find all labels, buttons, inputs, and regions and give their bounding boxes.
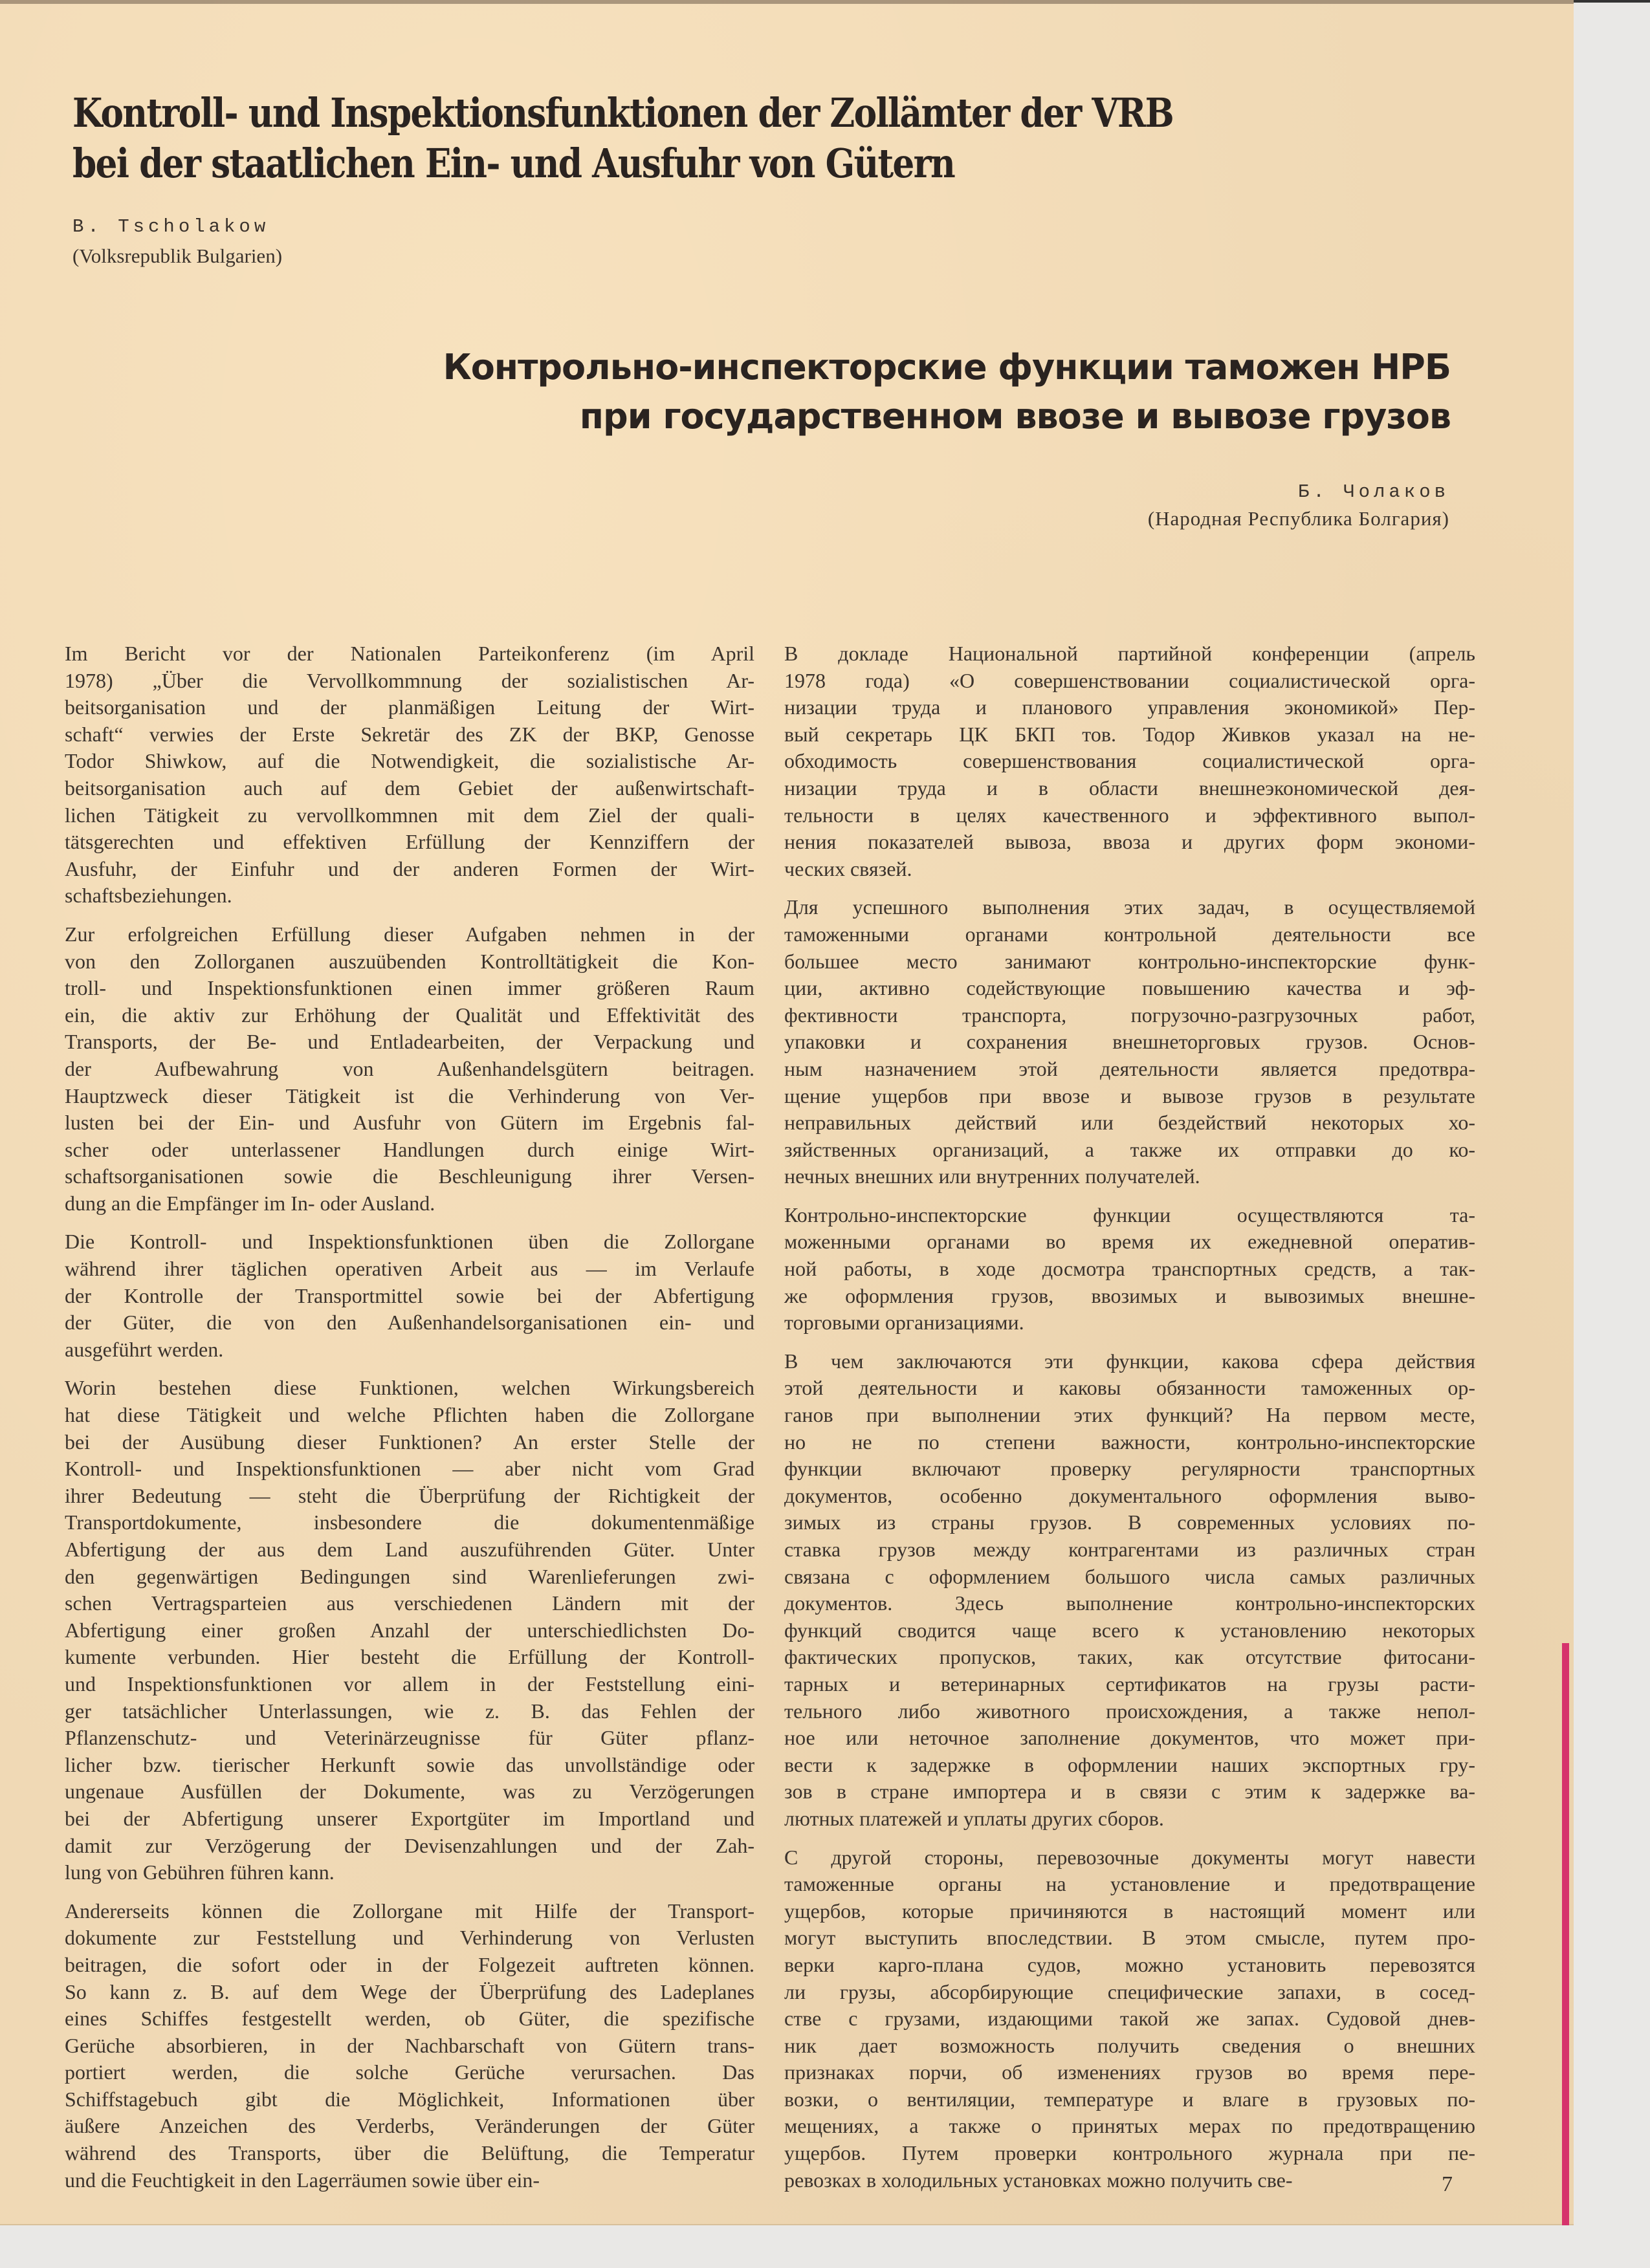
paragraph xyxy=(784,1348,1475,1833)
text-line: моженными органами во время их ежедневной оператив- xyxy=(784,1230,1475,1254)
text-line: большее место занимают контрольно-инспекторские функ- xyxy=(784,949,1475,973)
text-line: нения показателей вывоза, ввоза и других форм экономи- xyxy=(784,830,1475,854)
text-line: щение ущербов при ввозе и вывозе грузов в результате xyxy=(784,1084,1475,1107)
russian-country: (Народная Республика Болгария) xyxy=(1147,507,1449,530)
paragraph xyxy=(784,1844,1475,2194)
text-line: und die Feuchtigkeit in den Lagerräumen sowie über ein- xyxy=(65,2168,540,2192)
paragraph xyxy=(784,640,1475,882)
text-line: lusten bei der Ein- und Ausfuhr von Gütern im Ergebnis fal- xyxy=(65,1111,754,1135)
text-line: Todor Shiwkow, auf die Notwendigkeit, die sozialistische Ar- xyxy=(65,749,754,773)
text-line: tätsgerechten und effektiven Erfüllung der Kennziffern der xyxy=(65,830,754,854)
russian-title xyxy=(443,343,1451,441)
text-line: ein, die aktiv zur Erhöhung der Qualität und Effektivität des xyxy=(65,1003,754,1027)
text-line: beitsorganisation auch auf dem Gebiet der außenwirtschaft- xyxy=(65,776,754,800)
text-line: могут выступить впоследствии. В этом смысле, путем про- xyxy=(784,1926,1475,1950)
text-line: der Kontrolle der Transportmittel sowie bei der Abfertigung xyxy=(65,1283,754,1307)
text-line: Hauptzweck dieser Tätigkeit ist die Verhinderung von Ver- xyxy=(65,1084,754,1107)
text-line: schaft“ verwies der Erste Sekretär des ZK der BKP, Genosse xyxy=(65,722,754,746)
text-line: 1978 года) «О совершенствовании социалистической орга- xyxy=(784,668,1475,692)
text-line: troll- und Inspektionsfunktionen einen immer größeren Raum xyxy=(65,976,754,1000)
text-line: scher oder unterlassener Handlungen durch einige Wirt- xyxy=(65,1137,754,1161)
text-line: bei der Abfertigung unserer Exportgüter im Importland und xyxy=(65,1806,754,1830)
text-line: вый секретарь ЦК БКП тов. Тодор Живков указал на не- xyxy=(784,722,1475,746)
text-line: ческих связей. xyxy=(784,856,912,880)
text-line: portiert werden, die solche Gerüche verursachen. Das xyxy=(65,2060,754,2084)
text-line: dokumente zur Feststellung und Verhinderung von Verlusten xyxy=(65,1926,754,1950)
text-line: этой деятельности и каковы обязанности таможенных ор- xyxy=(784,1376,1475,1400)
text-line: Die Kontroll- und Inspektionsfunktionen üben die Zollorgane xyxy=(65,1230,754,1254)
text-line: Для успешного выполнения этих задач, в осуществляемой xyxy=(784,895,1475,919)
text-line: der Güter, die von den Außenhandelsorganisationen ein- und xyxy=(65,1311,754,1335)
text-line: ger tatsächlicher Unterlassungen, wie z. B. das Fehlen der xyxy=(65,1699,754,1723)
text-line: нечных внешних или внутренних получателей. xyxy=(784,1164,1200,1188)
text-line: лютных платежей и уплаты других сборов. xyxy=(784,1806,1164,1830)
text-line: Transports, der Be- und Entladearbeiten, der Verpackung und xyxy=(65,1030,754,1054)
text-line: обходимость совершенствования социалистической орга- xyxy=(784,749,1475,773)
text-line: Gerüche absorbieren, in der Nachbarschaft von Gütern trans- xyxy=(65,2033,754,2057)
text-line: beitragen, die sofort oder in der Folgezeit auftreten können. xyxy=(65,1952,754,1976)
text-line: зов в стране импортера и в связи с этим к задержке ва- xyxy=(784,1780,1475,1804)
paragraph xyxy=(65,1898,754,2194)
text-line: So kann z. B. auf dem Wege der Überprüfung des Ladeplanes xyxy=(65,1979,754,2003)
text-line: Andererseits können die Zollorgane mit Hilfe der Transport- xyxy=(65,1899,754,1923)
text-line: возки, о вентиляции, температуре и влаге в грузовых по- xyxy=(784,2087,1475,2111)
cover-edge-strip xyxy=(1562,1643,1569,2225)
paragraph xyxy=(65,1228,754,1363)
text-line: тельного либо животного происхождения, а также непол- xyxy=(784,1699,1475,1723)
text-line: Schiffstagebuch gibt die Möglichkeit, Informationen über xyxy=(65,2087,754,2111)
text-line: lichen Tätigkeit zu vervollkommnen mit dem Ziel der quali- xyxy=(65,803,754,827)
text-line: документов, особенно документального оформления выво- xyxy=(784,1483,1475,1507)
text-line: ungenaue Ausfüllen der Dokumente, was zu Verzögerungen xyxy=(65,1780,754,1804)
paragraph xyxy=(65,1375,754,1886)
text-line: von den Zollorganen auszuübenden Kontrolltätigkeit die Kon- xyxy=(65,949,754,973)
text-line: ное или неточное заполнение документов, что может при- xyxy=(784,1726,1475,1750)
paragraph xyxy=(65,640,754,910)
text-line: schaftsbeziehungen. xyxy=(65,884,232,908)
text-line: während des Transports, über die Belüftung, die Temperatur xyxy=(65,2141,754,2165)
text-line: der Aufbewahrung von Außenhandelsgütern beitragen. xyxy=(65,1056,754,1080)
text-line: Pflanzenschutz- und Veterinärzeugnisse für Güter pflanz- xyxy=(65,1726,754,1750)
text-line: ревозках в холодильных установках можно получить све- xyxy=(784,2168,1293,2192)
text-line: торговыми организациями. xyxy=(784,1311,1024,1335)
text-line: ущербов, которые причиняются в настоящий момент или xyxy=(784,1899,1475,1923)
text-line: eines Schiffes festgestellt werden, ob Güter, die spezifische xyxy=(65,2007,754,2031)
text-line: Abfertigung der aus dem Land auszuführenden Güter. Unter xyxy=(65,1538,754,1561)
text-line: же оформления грузов, ввозимых и вывозимых внешне- xyxy=(784,1283,1475,1307)
paragraph xyxy=(784,1202,1475,1336)
text-line: ausgeführt werden. xyxy=(65,1337,224,1361)
page-number: 7 xyxy=(1442,2172,1453,2196)
text-line: Transportdokumente, insbesondere die dokumentenmäßige xyxy=(65,1510,754,1534)
russian-author: Б. Чолаков xyxy=(1297,481,1449,503)
text-line: kumente verbunden. Hier besteht die Erfüllung der Kontroll- xyxy=(65,1645,754,1669)
text-line: фективности транспорта, погрузочно-разгрузочных работ, xyxy=(784,1003,1475,1027)
text-line: hat diese Tätigkeit und welche Pflichten haben die Zollorgane xyxy=(65,1403,754,1427)
russian-title-line: при государственном ввозе и вывозе грузов xyxy=(579,396,1451,437)
text-line: und Inspektionsfunktionen vor allem in der Feststellung eini- xyxy=(65,1672,754,1696)
text-line: зяйственных организаций, а также их отправки до ко- xyxy=(784,1137,1475,1161)
text-line: низации труда и в области внешнеэкономической дея- xyxy=(784,776,1475,800)
text-line: но не по степени важности, контрольно-инспекторские xyxy=(784,1430,1475,1454)
german-country: (Volksrepublik Bulgarien) xyxy=(72,245,283,267)
text-line: вести к задержке в оформлении наших экспортных гру- xyxy=(784,1752,1475,1776)
text-line: Zur erfolgreichen Erfüllung dieser Aufgaben nehmen in der xyxy=(65,922,754,946)
text-line: ганов при выполнении этих функций? На первом месте, xyxy=(784,1403,1475,1427)
german-author: B. Tscholakow xyxy=(72,216,270,237)
text-line: С другой стороны, перевозочные документы могут навести xyxy=(784,1845,1475,1869)
text-line: licher bzw. tierischer Herkunft sowie das unvollständige oder xyxy=(65,1752,754,1776)
text-line: schen Vertragsparteien aus verschiedenen Ländern mit der xyxy=(65,1591,754,1615)
text-line: äußere Anzeichen des Verderbs, Veränderungen der Güter xyxy=(65,2114,754,2138)
russian-title-line: Контрольно-инспекторские функции таможен НРБ xyxy=(443,347,1451,387)
text-line: признаках порчи, об изменениях грузов во время пере- xyxy=(784,2060,1475,2084)
text-line: ной работы, в ходе досмотра транспортных средств, а так- xyxy=(784,1257,1475,1281)
german-column xyxy=(65,640,754,2205)
text-line: ihrer Bedeutung — steht die Überprüfung der Richtigkeit der xyxy=(65,1483,754,1507)
text-line: фактических пропусков, таких, как отсутствие фитосани- xyxy=(784,1645,1475,1669)
text-line: мещениях, а также о принятых мерах по предотвращению xyxy=(784,2114,1475,2138)
text-line: связана с оформлением большого числа самых различных xyxy=(784,1564,1475,1588)
text-line: тельности в целях качественного и эффективного выпол- xyxy=(784,803,1475,827)
text-line: Контрольно-инспекторские функции осуществляются та- xyxy=(784,1203,1475,1227)
text-line: dung an die Empfänger im In- oder Ausland. xyxy=(65,1191,435,1215)
text-line: ции, активно содействующие повышению качества и эф- xyxy=(784,976,1475,1000)
text-line: während ihrer täglichen operativen Arbeit aus — im Verlaufe xyxy=(65,1257,754,1281)
page-top-edge xyxy=(0,0,1574,4)
text-line: den gegenwärtigen Bedingungen sind Warenlieferungen zwi- xyxy=(65,1564,754,1588)
text-line: ным назначением этой деятельности является предотвра- xyxy=(784,1056,1475,1080)
text-line: Abfertigung einer großen Anzahl der unterschiedlichsten Do- xyxy=(65,1618,754,1642)
text-line: beitsorganisation und der planmäßigen Leitung der Wirt- xyxy=(65,695,754,719)
german-title-line: bei der staatlichen Ein- und Ausfuhr von Gütern xyxy=(72,140,955,187)
text-line: документов. Здесь выполнение контрольно-инспекторских xyxy=(784,1591,1475,1615)
text-line: ник дает возможность получить сведения о внешних xyxy=(784,2033,1475,2057)
text-line: Kontroll- und Inspektionsfunktionen — aber nicht vom Grad xyxy=(65,1457,754,1481)
text-line: В чем заключаются эти функции, какова сфера действия xyxy=(784,1349,1475,1373)
text-line: damit zur Verzögerung der Devisenzahlungen und der Zah- xyxy=(65,1833,754,1857)
text-line: В докладе Национальной партийной конференции (апрель xyxy=(784,642,1475,665)
text-line: Im Bericht vor der Nationalen Parteikonferenz (im April xyxy=(65,642,754,665)
text-line: bei der Ausübung dieser Funktionen? An erster Stelle der xyxy=(65,1430,754,1454)
text-line: упаковки и сохранения внешнеторговых грузов. Основ- xyxy=(784,1030,1475,1054)
text-line: 1978) „Über die Vervollkommnung der sozialistischen Ar- xyxy=(65,668,754,692)
russian-column xyxy=(784,640,1475,2205)
text-line: верки карго-плана судов, можно установить перевозятся xyxy=(784,1952,1475,1976)
paragraph xyxy=(65,921,754,1217)
text-line: Worin bestehen diese Funktionen, welchen Wirkungsbereich xyxy=(65,1376,754,1400)
text-line: стве с грузами, издающими такой же запах. Судовой днев- xyxy=(784,2007,1475,2031)
text-line: неправильных действий или бездействий некоторых хо- xyxy=(784,1111,1475,1135)
paragraph xyxy=(784,894,1475,1190)
text-line: lung von Gebühren führen kann. xyxy=(65,1860,335,1884)
text-line: таможенными органами контрольной деятельности все xyxy=(784,922,1475,946)
scanner-edge xyxy=(1574,0,1650,3)
text-line: тарных и ветеринарных сертификатов на грузы расти- xyxy=(784,1672,1475,1696)
text-line: низации труда и планового управления экономикой» Пер- xyxy=(784,695,1475,719)
text-line: ставка грузов между контрагентами из различных стран xyxy=(784,1538,1475,1561)
text-line: Ausfuhr, der Einfuhr und der anderen Formen der Wirt- xyxy=(65,856,754,880)
text-line: таможенные органы на установление и предотвращение xyxy=(784,1872,1475,1896)
text-line: зимых из страны грузов. В современных условиях по- xyxy=(784,1510,1475,1534)
text-line: ущербов. Путем проверки контрольного журнала при пе- xyxy=(784,2141,1475,2165)
german-title xyxy=(72,88,1173,189)
text-line: функции включают проверку регулярности транспортных xyxy=(784,1457,1475,1481)
text-line: schaftsorganisationen sowie die Beschleunigung ihrer Versen- xyxy=(65,1164,754,1188)
text-line: ли грузы, абсорбирующие специфические запахи, в сосед- xyxy=(784,1979,1475,2003)
german-title-line: Kontroll- und Inspektionsfunktionen der Zollämter der VRB xyxy=(72,89,1173,136)
text-line: функций сводится чаще всего к установлению некоторых xyxy=(784,1618,1475,1642)
